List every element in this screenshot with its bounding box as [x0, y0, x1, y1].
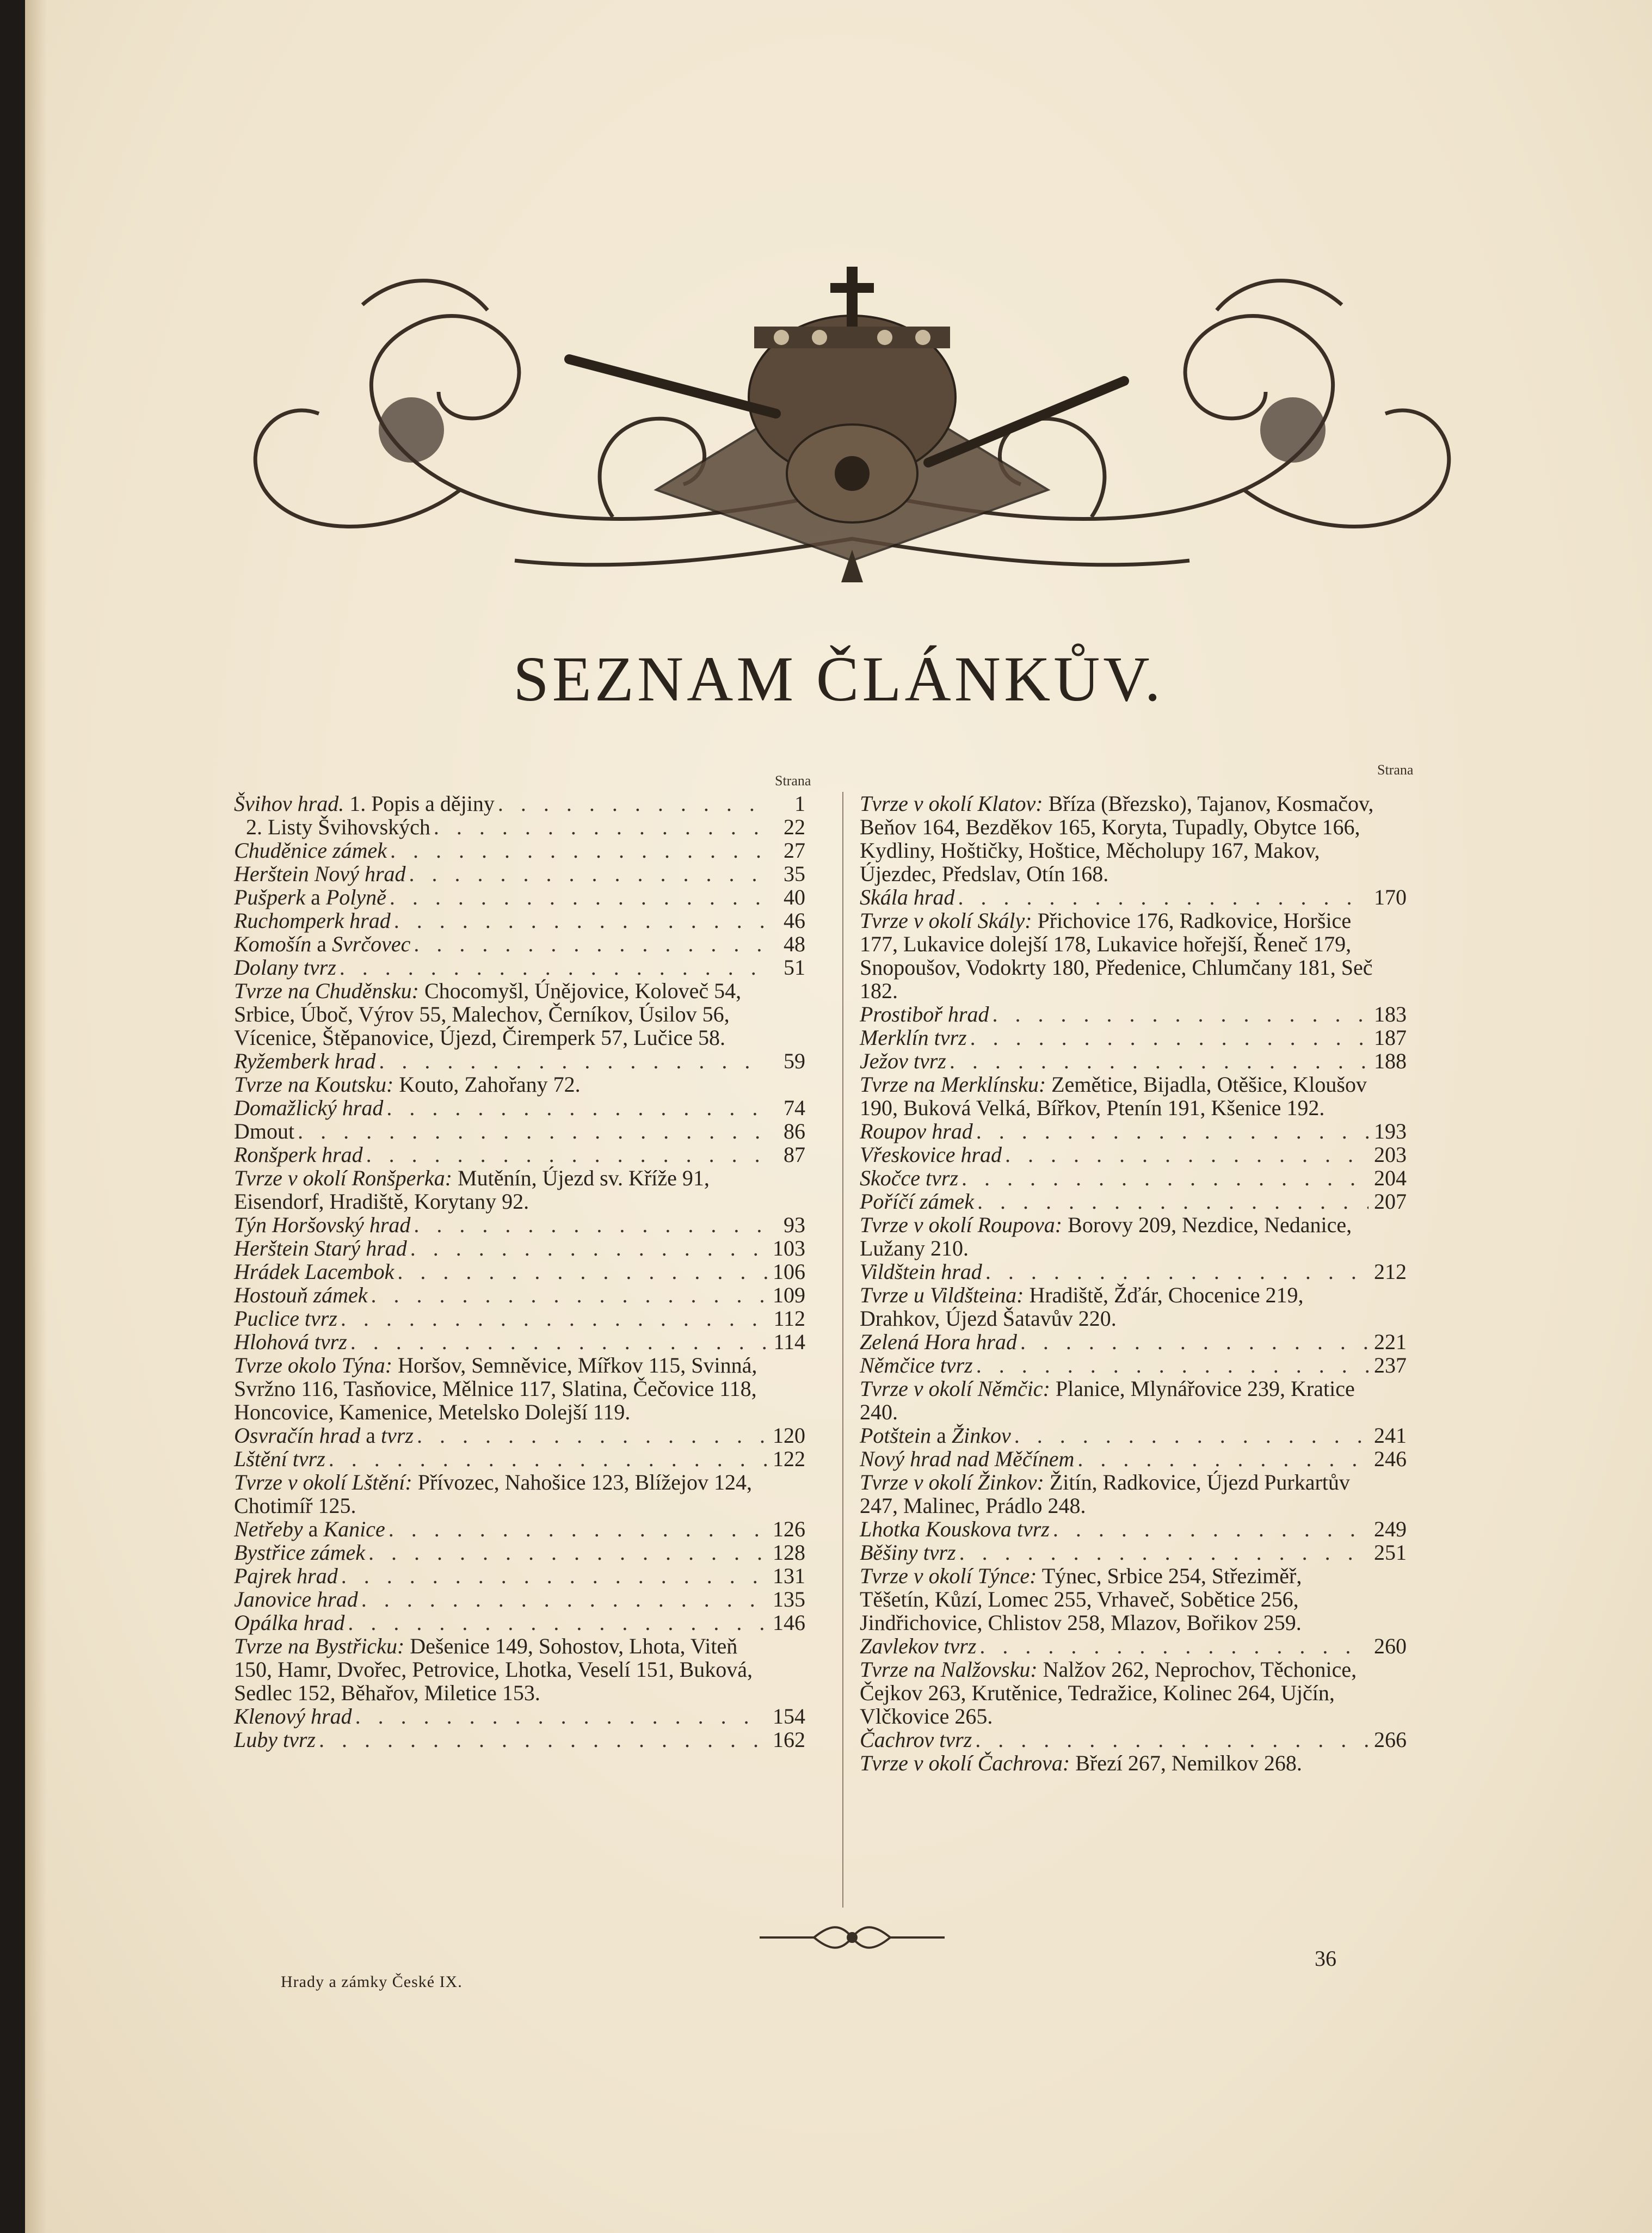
entry-label [234, 1119, 294, 1143]
entry-label [860, 1002, 989, 1026]
toc-entry [234, 1119, 805, 1143]
entry-title-2: Polyně [325, 885, 386, 909]
toc-entry [860, 1002, 1407, 1026]
entry-title: Zelená Hora hrad [860, 1330, 1017, 1354]
leader-dots [409, 862, 767, 885]
entry-page: 114 [773, 1330, 805, 1354]
leader-dots [386, 1096, 767, 1119]
entry-title: Skočce tvrz [860, 1166, 959, 1190]
entry-label [234, 1447, 325, 1471]
entry-text: Chocomyšl, Únějovice, Koloveč 54, Srbice, Úboč, Výrov 55, Malechov, Černíkov, Úsilov 56, Vícenice, Štěpanovice, Újezd, Čiremperk 57, Lučice 58. [234, 979, 742, 1050]
toc-entry [234, 1705, 805, 1728]
entry-page: 251 [1374, 1540, 1407, 1565]
entry-page: 204 [1374, 1166, 1407, 1190]
entry-title: Tvrze v okolí Roupova: [860, 1213, 1063, 1237]
leader-dots [985, 1260, 1369, 1283]
entry-page: 187 [1374, 1025, 1407, 1050]
ornamental-crown-vignette [232, 234, 1472, 582]
entry-text: Březí 267, Nemilkov 268. [1070, 1751, 1302, 1775]
entry-label [234, 932, 410, 956]
entry-label [234, 839, 387, 862]
leader-dots [340, 956, 767, 979]
end-ornament [749, 1921, 956, 1954]
toc-entry [234, 862, 805, 885]
entry-text: Zemětice, Bijadla, Otěšice, Kloušov 190, Buková Velká, Bířkov, Ptenín 191, Kšenice 192. [860, 1072, 1367, 1120]
leader-dots [498, 792, 767, 815]
leader-dots [329, 1447, 767, 1471]
entry-page: 87 [784, 1142, 805, 1167]
toc-entry [234, 1073, 805, 1096]
toc-entry [860, 885, 1407, 909]
toc-entry [860, 1143, 1407, 1166]
entry-title: Osvračín hrad [234, 1423, 361, 1448]
toc-entry [860, 1728, 1407, 1751]
leader-dots [341, 1564, 767, 1588]
toc-entry [234, 1517, 805, 1541]
entry-label [860, 1330, 1017, 1354]
entry-text: Borovy 209, Nezdice, Nedanice, Lužany 210. [860, 1213, 1352, 1260]
entry-title: Tvrze na Bystřicku: [234, 1634, 405, 1658]
entry-title-2: Svrčovec [332, 932, 411, 956]
leader-dots [979, 1634, 1369, 1658]
entry-title: Hostouň zámek [234, 1283, 368, 1307]
toc-entry [860, 1260, 1407, 1283]
entry-title: Švihov hrad. [234, 791, 344, 816]
leader-dots [371, 1283, 767, 1307]
entry-title: Domažlický hrad [234, 1096, 384, 1120]
entry-title: Tvrze v okolí Němčic: [860, 1376, 1050, 1401]
toc-entry [860, 1073, 1407, 1119]
entry-label [234, 1143, 363, 1166]
entry-title: Ruchomperk hrad [234, 908, 391, 933]
entry-label [860, 885, 954, 909]
toc-entry [234, 1096, 805, 1119]
entry-title: Janovice hrad [234, 1587, 358, 1611]
entry-page: 48 [784, 932, 805, 956]
entry-title: Čachrov tvrz [860, 1727, 972, 1752]
entry-title: Pušperk [234, 885, 306, 909]
entry-label [234, 1728, 316, 1751]
entry-title: Prostiboř hrad [860, 1002, 989, 1026]
entry-label [234, 1096, 383, 1119]
page-fold-shadow [25, 0, 47, 2233]
leader-dots [341, 1307, 767, 1330]
entry-text: a [360, 1423, 381, 1448]
entry-title: Němčice tvrz [860, 1353, 973, 1377]
entry-label [860, 1447, 1074, 1471]
entry-text: Mutěnín, Újezd sv. Kříže 91, Eisendorf, Hradiště, Korytany 92. [234, 1166, 710, 1214]
entry-title: Lhotka Kouskova tvrz [860, 1517, 1050, 1541]
entry-text: Horšov, Semněvice, Mířkov 115, Svinná, Svržno 116, Tasňovice, Mělnice 117, Slatina, Čečovice 118, Honcovice, Kamenice, Metelsko Dolejší 119. [234, 1353, 757, 1424]
entry-label [234, 1424, 414, 1447]
toc-entry [234, 1728, 805, 1751]
entry-label [234, 1049, 375, 1073]
entry-title: Merklín tvrz [860, 1025, 967, 1050]
entry-text: Týnec, Srbice 254, Střeziměř, Těšetín, Kůzí, Lomec 255, Vrhaveč, Sobětice 256, Jindřichovice, Chlistov 258, Mlazov, Bořikov 259. [860, 1564, 1302, 1635]
toc-entry [234, 1049, 805, 1073]
entry-page: 112 [773, 1306, 805, 1331]
entry-title: Potštein [860, 1423, 932, 1448]
entry-label [234, 1705, 352, 1728]
entry-page: 249 [1374, 1517, 1407, 1541]
leader-dots [961, 1166, 1369, 1190]
leader-dots [350, 1330, 767, 1354]
entry-label [234, 1564, 338, 1588]
entry-page: 109 [773, 1283, 805, 1307]
entry-page: 207 [1374, 1189, 1407, 1214]
entry-title: Tvrze v okolí Skály: [860, 908, 1032, 933]
leader-dots [1020, 1330, 1369, 1354]
entry-title: Tvrze v okolí Klatov: [860, 791, 1043, 816]
toc-entry [234, 1541, 805, 1564]
entry-label [234, 885, 386, 909]
entry-page: 221 [1374, 1330, 1407, 1354]
leader-dots [389, 1517, 767, 1541]
entry-label [860, 1260, 982, 1283]
entry-page: 126 [773, 1517, 805, 1541]
entry-label [860, 1119, 973, 1143]
toc-entry [234, 1611, 805, 1634]
entry-title: Tvrze v okolí Čachrova: [860, 1751, 1070, 1775]
entry-title: Bystřice zámek [234, 1540, 366, 1565]
toc-entry [860, 1283, 1407, 1330]
entry-title: Tvrze okolo Týna: [234, 1353, 393, 1377]
entry-title: Týn Horšovský hrad [234, 1213, 411, 1237]
entry-label [234, 1213, 410, 1237]
entry-title: Zavlekov tvrz [860, 1634, 977, 1658]
entry-text: Dešenice 149, Sohostov, Lhota, Viteň 150, Hamr, Dvořec, Petrovice, Lhotka, Veselí 151, Buková, Sedlec 152, Běhařov, Miletice 153. [234, 1634, 753, 1705]
toc-entry [234, 1424, 805, 1447]
entry-label [234, 1283, 368, 1307]
leader-dots [390, 885, 767, 909]
column-divider [842, 792, 843, 1908]
toc-entry [234, 815, 805, 839]
book-page [25, 0, 1652, 2233]
entry-title: Běšiny tvrz [860, 1540, 956, 1565]
entry-label [860, 1634, 976, 1658]
entry-text: Bříza (Březsko), Tajanov, Kosmačov, Beňov 164, Bezděkov 165, Koryta, Tupadly, Obytce 166, Kydliny, Hoštičky, Hoštice, Měcholupy 167, Makov, Újezdec, Předslav, Otín 168. [860, 791, 1374, 886]
entry-title: Netřeby [234, 1517, 303, 1541]
entry-text: Žitín, Radkovice, Újezd Purkartův 247, Malinec, Prádlo 248. [860, 1470, 1350, 1518]
entry-label [860, 1517, 1050, 1541]
entry-title: Vřeskovice hrad [860, 1142, 1002, 1167]
toc-entry [234, 1237, 805, 1260]
toc-entry [860, 1751, 1407, 1775]
entry-label [860, 1424, 1011, 1447]
entry-label [860, 1026, 967, 1049]
entry-title: Opálka hrad [234, 1610, 345, 1635]
entry-label [860, 1143, 1002, 1166]
entry-page: 46 [784, 908, 805, 933]
leader-dots [434, 815, 767, 839]
leader-dots [368, 1541, 767, 1564]
entry-title: Tvrze v okolí Žinkov: [860, 1470, 1044, 1494]
toc-entry [234, 1283, 805, 1307]
leader-dots [976, 1119, 1369, 1143]
entry-page: 237 [1374, 1353, 1407, 1377]
entry-label [234, 862, 406, 885]
entry-page: 154 [773, 1704, 805, 1728]
toc-entry [234, 1260, 805, 1283]
entry-label [860, 1728, 972, 1751]
toc-entry [860, 1658, 1407, 1728]
leader-dots [355, 1705, 767, 1728]
toc-entry [234, 1471, 805, 1517]
entry-page: 120 [773, 1423, 805, 1448]
toc-entry [860, 1447, 1407, 1471]
entry-text: Kouto, Zahořany 72. [393, 1072, 581, 1097]
entry-text: Hradiště, Žďár, Chocenice 219, Drahkov, Újezd Šatavův 220. [860, 1283, 1304, 1331]
entry-page: 260 [1374, 1634, 1407, 1658]
leader-dots [390, 839, 767, 862]
entry-page: 51 [784, 955, 805, 980]
toc-entry [234, 1330, 805, 1354]
entry-label [234, 1237, 407, 1260]
toc-entry [860, 1213, 1407, 1260]
entry-title-2: Žinkov [951, 1423, 1011, 1448]
entry-page: 246 [1374, 1447, 1407, 1471]
entry-label [234, 1330, 347, 1354]
entry-title-2: Kanice [323, 1517, 385, 1541]
entry-page: 135 [773, 1587, 805, 1611]
entry-title: Tvrze v okolí Týnce: [860, 1564, 1037, 1588]
entry-page: 40 [784, 885, 805, 909]
entry-label [860, 1541, 956, 1564]
toc-entry [234, 885, 805, 909]
entry-title: Klenový hrad [234, 1704, 352, 1728]
toc-entry [234, 979, 805, 1049]
toc-entry [234, 839, 805, 862]
leader-dots [1053, 1517, 1369, 1541]
entry-title: Tvrze na Koutsku: [234, 1072, 394, 1097]
entry-page: 146 [773, 1610, 805, 1635]
entry-title: Roupov hrad [860, 1119, 973, 1143]
entry-title: Tvrze na Chuděnsku: [234, 979, 419, 1003]
leader-dots [958, 885, 1369, 909]
toc-entry [860, 1471, 1407, 1517]
entry-title: Nový hrad nad Měčínem [860, 1447, 1075, 1471]
entry-page: 162 [773, 1727, 805, 1752]
right-column-strana-label: Strana [1377, 762, 1414, 778]
toc-entry [860, 1541, 1407, 1564]
entry-page: 203 [1374, 1142, 1407, 1167]
page-number: 36 [1315, 1946, 1336, 1971]
entry-label [234, 815, 430, 839]
entry-title: Ronšperk hrad [234, 1142, 363, 1167]
leader-dots [366, 1143, 767, 1166]
entry-title: Ryžemberk hrad [234, 1049, 376, 1073]
entry-text: a [305, 885, 326, 909]
entry-title: Tvrze v okolí Lštění: [234, 1470, 412, 1494]
footer-book-title: Hrady a zámky České IX. [281, 1973, 463, 1991]
entry-page: 27 [784, 838, 805, 863]
entry-label [234, 1517, 385, 1541]
entry-page: 74 [784, 1096, 805, 1120]
toc-entry [234, 1588, 805, 1611]
entry-page: 193 [1374, 1119, 1407, 1143]
entry-title: Lštění tvrz [234, 1447, 325, 1471]
leader-dots [950, 1049, 1369, 1073]
entry-page: 106 [773, 1259, 805, 1284]
entry-page: 188 [1374, 1049, 1407, 1073]
toc-entry [234, 956, 805, 979]
toc-entry [234, 1307, 805, 1330]
leader-dots [417, 1424, 767, 1447]
toc-entry [234, 1354, 805, 1424]
entry-title: Tvrze u Vildšteina: [860, 1283, 1024, 1307]
entry-page: 122 [773, 1447, 805, 1471]
toc-entry [860, 1026, 1407, 1049]
entry-title: Komošín [234, 932, 312, 956]
leader-dots [348, 1611, 767, 1634]
leader-dots [976, 1354, 1369, 1377]
entry-label [234, 1541, 365, 1564]
entry-title: Herštein Starý hrad [234, 1236, 407, 1260]
entry-page: 59 [784, 1049, 805, 1073]
entry-label [860, 1190, 974, 1213]
entry-title: Luby tvrz [234, 1727, 316, 1752]
entry-label [234, 1260, 394, 1283]
leader-dots [298, 1119, 767, 1143]
leader-dots [414, 1213, 767, 1237]
entry-title: Tvrze v okolí Ronšperka: [234, 1166, 453, 1190]
leader-dots [975, 1728, 1369, 1751]
toc-entry [860, 1564, 1407, 1634]
leader-dots [361, 1588, 767, 1611]
entry-title: Skála hrad [860, 885, 955, 909]
toc-entry [234, 1564, 805, 1588]
entry-text: Přichovice 176, Radkovice, Horšice 177, Lukavice dolejší 178, Lukavice hořejší, Řeneč 179, Snopoušov, Vodokrty 180, Předenice, Chlumčany 181, Seč 182. [860, 908, 1373, 1003]
entry-page: 1 [794, 791, 805, 816]
toc-entry [860, 1634, 1407, 1658]
entry-page: 266 [1374, 1727, 1407, 1752]
entry-page: 93 [784, 1213, 805, 1237]
page-title: SEZNAM ČLÁNKŮV. [513, 643, 1164, 715]
entry-page: 128 [773, 1540, 805, 1565]
entry-page: 103 [773, 1236, 805, 1260]
entry-title-2: tvrz [380, 1423, 414, 1448]
toc-entry [860, 1049, 1407, 1073]
toc-entry [234, 1634, 805, 1705]
entry-label [234, 956, 336, 979]
left-column-strana-label: Strana [775, 773, 811, 789]
entry-text: Planice, Mlynářovice 239, Kratice 240. [860, 1376, 1355, 1424]
entry-label [860, 1354, 973, 1377]
toc-entry [860, 1166, 1407, 1190]
entry-text: a [311, 932, 332, 956]
toc-entry [860, 1377, 1407, 1424]
entry-page: 35 [784, 862, 805, 886]
entry-title: Vildštein hrad [860, 1259, 982, 1284]
entry-page: 212 [1374, 1259, 1407, 1284]
entry-text: Nalžov 262, Neprochov, Těchonice, Čejkov 263, Krutěnice, Tedražice, Kolinec 264, Ujčín, Vlčkovice 265. [860, 1657, 1357, 1728]
entry-title: Dmout [234, 1119, 295, 1143]
toc-entry [234, 909, 805, 932]
entry-title: Herštein Nový hrad [234, 862, 406, 886]
leader-dots [992, 1002, 1369, 1026]
entry-title: Poříčí zámek [860, 1189, 974, 1214]
entry-label [234, 1307, 337, 1330]
toc-entry [860, 1354, 1407, 1377]
leader-dots [1077, 1447, 1369, 1471]
leader-dots [379, 1049, 767, 1073]
leader-dots [394, 909, 767, 932]
entry-text: 2. Listy Švihovských [246, 815, 430, 839]
leader-dots [319, 1728, 767, 1751]
entry-label [234, 792, 495, 815]
entry-title: Tvrze na Merklínsku: [860, 1072, 1046, 1097]
entry-title: Puclice tvrz [234, 1306, 337, 1331]
leader-dots [1005, 1143, 1369, 1166]
entry-title: Hlohová tvrz [234, 1330, 347, 1354]
toc-entry [234, 1143, 805, 1166]
entry-title: Pajrek hrad [234, 1564, 338, 1588]
toc-entry [234, 1447, 805, 1471]
leader-dots [970, 1026, 1369, 1049]
toc-entry [860, 1190, 1407, 1213]
entry-label [234, 1588, 358, 1611]
toc-entry [860, 1119, 1407, 1143]
leader-dots [397, 1260, 767, 1283]
entry-label [234, 909, 391, 932]
left-column-entries [234, 792, 805, 1751]
entry-page: 183 [1374, 1002, 1407, 1026]
entry-page: 22 [784, 815, 805, 839]
toc-entry [860, 1424, 1407, 1447]
entry-text: a [931, 1423, 952, 1448]
leader-dots [1014, 1424, 1369, 1447]
entry-label [234, 1611, 344, 1634]
entry-page: 241 [1374, 1423, 1407, 1448]
toc-entry [234, 792, 805, 815]
entry-page: 170 [1374, 885, 1407, 909]
leader-dots [414, 932, 767, 956]
toc-entry [860, 909, 1407, 1002]
entry-text: Přívozec, Nahošice 123, Blížejov 124, Chotimíř 125. [234, 1470, 753, 1518]
entry-text: a [303, 1517, 324, 1541]
toc-entry [234, 1213, 805, 1237]
entry-title: Ježov tvrz [860, 1049, 946, 1073]
toc-entry [860, 1330, 1407, 1354]
right-column-entries [860, 792, 1407, 1775]
toc-entry [860, 792, 1407, 885]
entry-title: Tvrze na Nalžovsku: [860, 1657, 1038, 1682]
entry-title: Chuděnice zámek [234, 838, 387, 863]
leader-dots [410, 1237, 767, 1260]
toc-entry [860, 1517, 1407, 1541]
entry-page: 131 [773, 1564, 805, 1588]
entry-title: Hrádek Lacembok [234, 1259, 394, 1284]
entry-label [860, 1049, 946, 1073]
entry-title: Dolany tvrz [234, 955, 336, 980]
entry-text: 1. Popis a dějiny [344, 791, 495, 816]
entry-label [860, 1166, 958, 1190]
entry-page: 86 [784, 1119, 805, 1143]
toc-entry [234, 1166, 805, 1213]
leader-dots [977, 1190, 1369, 1213]
toc-entry [234, 932, 805, 956]
leader-dots [959, 1541, 1369, 1564]
